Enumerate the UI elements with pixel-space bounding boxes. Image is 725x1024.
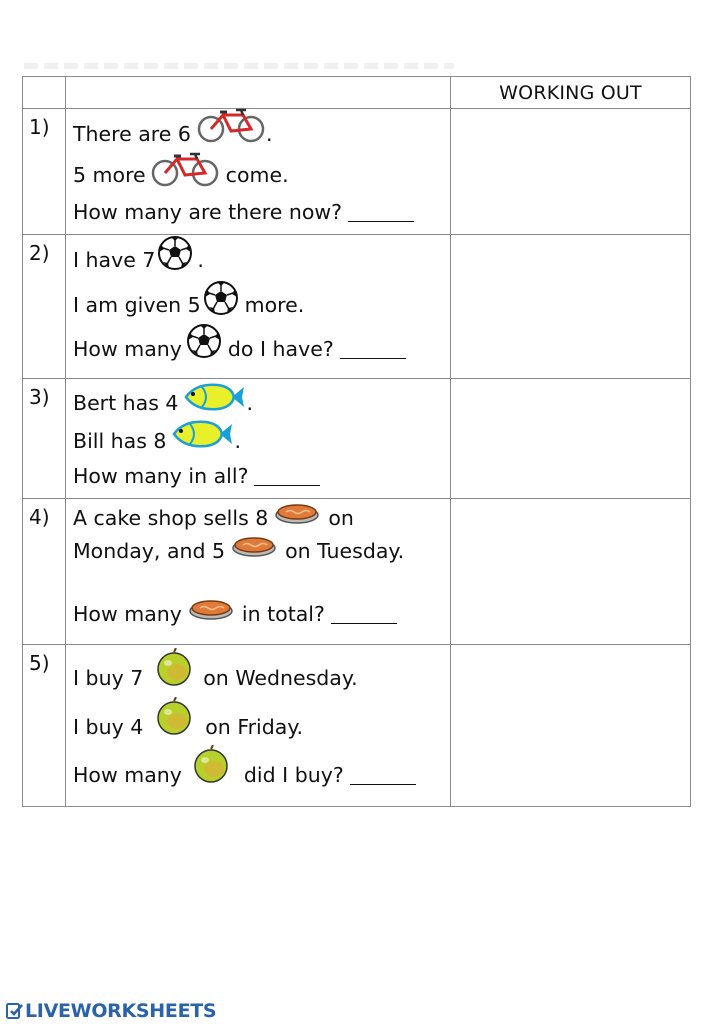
question-text (66, 645, 451, 807)
question-text (66, 379, 451, 499)
header-question-cell (66, 77, 451, 109)
bicycle-icon (196, 107, 266, 148)
working-out-cell[interactable] (451, 235, 691, 379)
working-out-cell[interactable] (451, 499, 691, 645)
question-row-4 (23, 499, 691, 645)
question-text (66, 499, 451, 645)
question-text (66, 109, 451, 235)
working-out-cell[interactable] (451, 379, 691, 499)
question-text-line: . (234, 429, 241, 453)
answer-blank[interactable] (254, 467, 320, 486)
question-text-line: Bert has 4 (73, 391, 179, 415)
question-text-line: more. (244, 293, 305, 317)
question-row-5 (23, 645, 691, 807)
header-number-cell (23, 77, 66, 109)
answer-blank[interactable] (331, 605, 397, 624)
question-text-line: . (246, 391, 253, 415)
question-text-line: I buy 4 (73, 715, 144, 739)
question-row-2 (23, 235, 691, 379)
question-text-line: Monday, and 5 (73, 539, 226, 563)
worksheet-table (22, 76, 691, 807)
soccer-ball-icon (186, 323, 222, 364)
question-number: 1) (23, 109, 66, 235)
question-number: 4) (23, 499, 66, 645)
apple-icon (192, 745, 230, 788)
question-number: 5) (23, 645, 66, 807)
question-text-line: How many (73, 763, 182, 787)
apple-icon (155, 697, 193, 740)
question-row-1 (23, 109, 691, 235)
question-text-line: on Wednesday. (203, 666, 358, 690)
question-text-line: Bill has 8 (73, 429, 167, 453)
question-row-3 (23, 379, 691, 499)
fish-icon (182, 381, 246, 418)
question-text-line: A cake shop sells 8 (73, 506, 269, 530)
pie-icon (231, 534, 277, 563)
question-text-line: How many in all? (73, 464, 249, 488)
question-text-line: How many (73, 337, 182, 361)
answer-blank[interactable] (340, 340, 406, 359)
question-text-line: How many (73, 602, 182, 626)
question-text-line: in total? (241, 602, 325, 626)
pie-icon (188, 597, 234, 626)
liveworksheets-logo-icon (6, 1002, 24, 1020)
question-text (66, 235, 451, 379)
soccer-ball-icon (157, 235, 193, 276)
question-text-line: . (197, 248, 204, 272)
question-text-line: I am given 5 (73, 293, 201, 317)
header-row (23, 77, 691, 109)
question-text-line: 5 more (73, 163, 146, 187)
question-text-line: How many are there now? (73, 200, 343, 224)
question-text-line: I have 7 (73, 248, 156, 272)
question-text-line: did I buy? (243, 763, 344, 787)
question-text-line: on Friday. (205, 715, 304, 739)
question-text-line: do I have? (227, 337, 334, 361)
answer-blank[interactable] (348, 203, 414, 222)
soccer-ball-icon (203, 280, 239, 321)
bicycle-icon (150, 151, 220, 192)
footer-brand-text: LIVEWORKSHEETS (25, 1000, 217, 1022)
question-text-line: There are 6 (73, 122, 191, 146)
faded-title-line (24, 63, 454, 69)
question-text-line: . (265, 122, 273, 146)
question-number: 3) (23, 379, 66, 499)
question-text-line: come. (225, 163, 289, 187)
pie-icon (274, 501, 320, 530)
question-text-line: on (328, 506, 354, 530)
footer-brand[interactable] (6, 1000, 216, 1022)
working-out-cell[interactable] (451, 645, 691, 807)
working-out-cell[interactable] (451, 109, 691, 235)
answer-blank[interactable] (350, 766, 416, 785)
question-text-line: I buy 7 (73, 666, 144, 690)
fish-icon (170, 418, 234, 455)
working-out-header: WORKING OUT (451, 77, 691, 109)
question-text-line: on Tuesday. (285, 539, 405, 563)
question-number: 2) (23, 235, 66, 379)
apple-icon (155, 648, 193, 691)
